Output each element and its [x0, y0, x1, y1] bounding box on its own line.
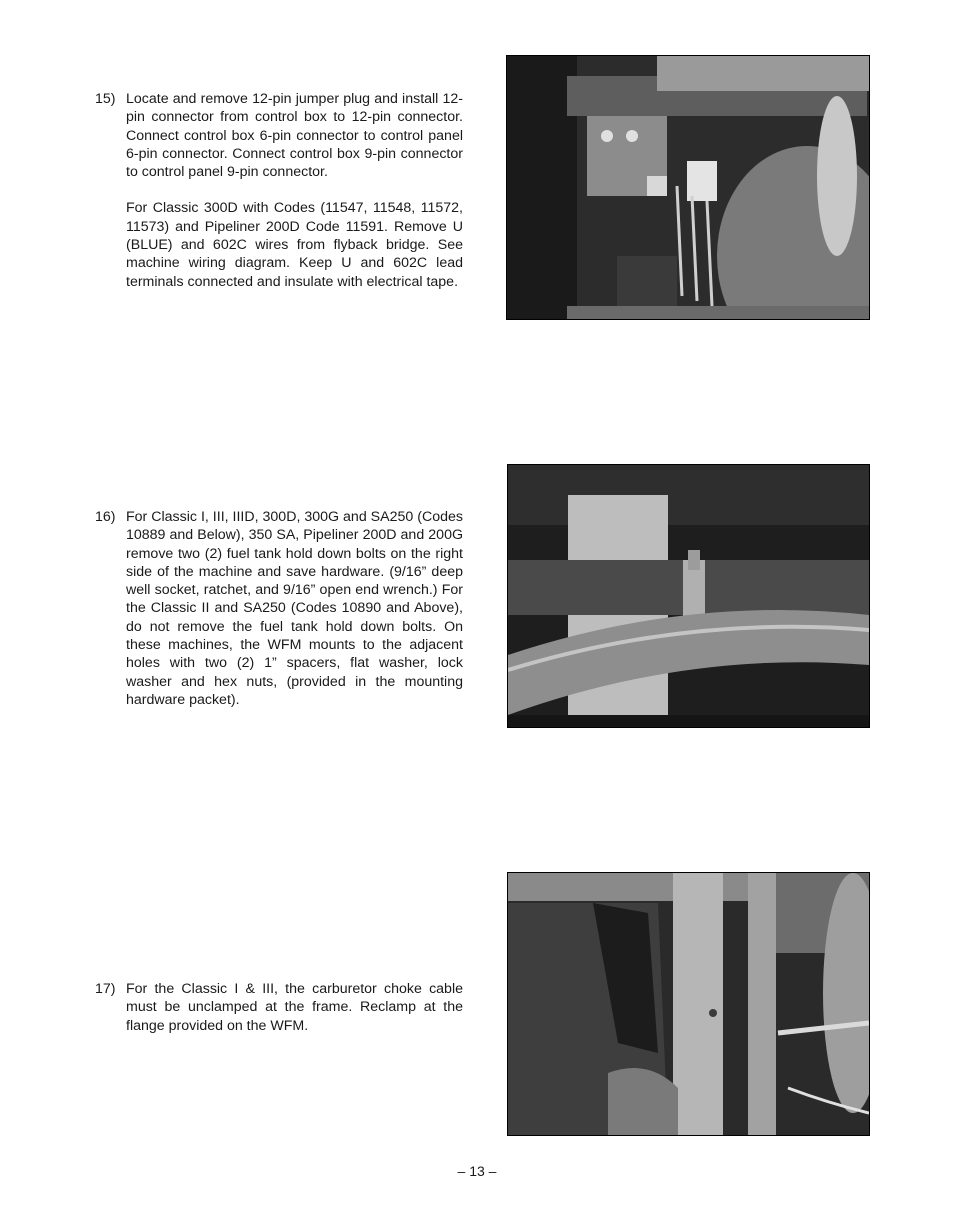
- step-paragraph: For the Classic I & III, the carburetor choke cable must be unclamped at the frame. Reclamp at the flange provided on the WFM.: [126, 981, 463, 1034]
- step-16: [95, 508, 463, 727]
- step-number: 17): [95, 981, 116, 997]
- step-number: 16): [95, 509, 116, 525]
- step-paragraph: Locate and remove 12-pin jumper plug and install 12-pin connector from control box to 12-pin connector. Connect control box 6-pin connector to control panel 6-pin connector. Connect control box 9-pin connector to control panel 9-pin connector.: [126, 91, 463, 181]
- step-body: [126, 508, 463, 709]
- photo-control-box-connectors: [506, 55, 870, 320]
- step-paragraph: For Classic 300D with Codes (11547, 11548, 11572, 11573) and Pipeliner 200D Code 11591. Remove U (BLUE) and 602C wires from flyback bridge. See machine wiring diagram. Keep U and 602C lead terminals connected and insulate with electrical tape.: [126, 200, 463, 290]
- step-body: [126, 90, 463, 291]
- photo-fuel-tank-bolts: [507, 464, 870, 728]
- step-number: 15): [95, 91, 116, 107]
- step-body: [126, 980, 463, 1035]
- photo-choke-cable: [507, 872, 870, 1136]
- step-paragraph: For Classic I, III, IIID, 300D, 300G and SA250 (Codes 10889 and Below), 350 SA, Pipeliner 200D and 200G remove two (2) fuel tank hold down bolts on the right side of the machine and save hardware. (9/16” deep well socket, ratchet, and 9/16” open end wrench.) For the Classic II and SA250 (Codes 10890 and Above), do not remove the fuel tank hold down bolts. On these machines, the WFM mounts to the adjacent holes with two (2) 1” spacers, flat washer, lock washer and hex nuts, (provided in the mounting hardware packet).: [126, 509, 463, 708]
- step-15: [95, 90, 463, 309]
- step-17: [95, 980, 463, 1053]
- page-number: – 13 –: [457, 1163, 497, 1179]
